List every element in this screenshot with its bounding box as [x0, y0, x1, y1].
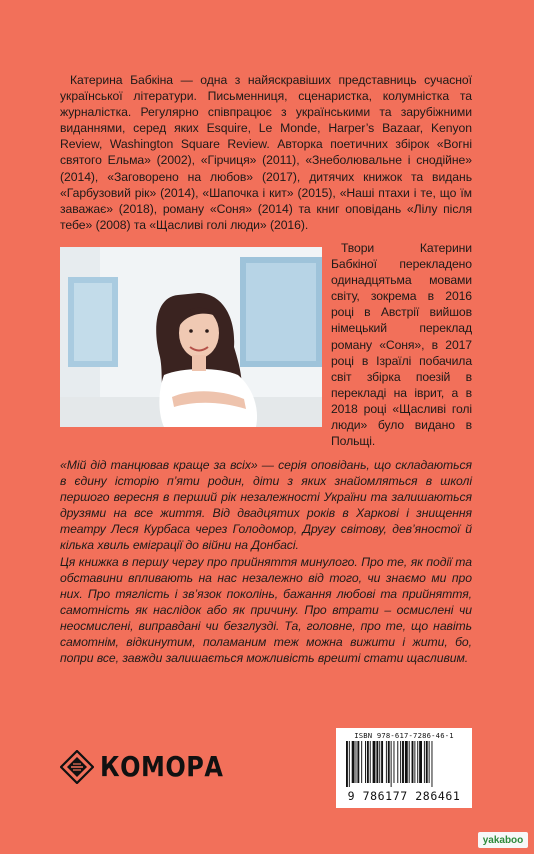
translations-text: Твори Катерини Бабкіної перекладено одинадцятьма мовами світу, зокрема в 2016 році в Австрії вийшов німецький переклад роману «Соня», в 2017 році в Ізраїлі побачила світ збірка поезій в перекладі на іврит, а в 2018 році «Щасливі голі люди» було видано в Польщі. [331, 241, 472, 449]
barcode-bar [357, 741, 359, 783]
barcode-bar [402, 741, 404, 783]
author-bio-text: Катерина Бабкіна — одна з найяскравіших представниць сучасної української літератури. Письменниця, сценаристка, колумністка та журналістка. Регулярно співпрацює з українськими та зарубіжними виданнями, серед яких Esquire, Le Monde, Harper’s Bazaar, Kenyon Review, Washington Square Review. Авторка поетичних збірок «Вогні святого Ельма» (2002), «Гірчиця» (2011), «Знеболювальне і снодійне» (2014), «Заговорено на любов» (2017), дитячих книжок та видань «Гарбузовий рік» (2014), «Шапочка і кит» (2015), «Наші птахи і те, що їм заважає» (2018), роману «Соня» (2014) та книг оповідань «Лілу після тебе» (2008) та «Щасливі голі люди» (2016). [60, 73, 472, 232]
barcode-bar [367, 741, 369, 783]
annotation-paragraph-2: Ця книжка в першу чергу про прийняття минулого. Про те, як події та обставини впливають на нас незалежно від того, чи знаємо ми про них. Про тяглість і зв’язок поколінь, бажання любові та прийняття, самотність як наслідок або як причину. Про втрати – осмислені чи неосмислені, виправдані чи безглузді. Та, головне, про те, що навіть самотнім, відкинутим, поламаним теж можна вижити і жити, бо, попри все, завжди залишається можливість врешті стати щасливим. [60, 554, 472, 666]
barcode-bar [391, 741, 392, 787]
barcode-bars [344, 741, 464, 787]
isbn-label: ISBN 978-617-7286-46-1 [354, 731, 454, 740]
barcode-bar [426, 741, 428, 783]
yakaboo-watermark [478, 832, 528, 848]
book-annotation [60, 457, 472, 666]
barcode-bar [376, 741, 378, 783]
ean-number: 9 786177 286461 [347, 789, 461, 803]
publisher-logo [60, 745, 225, 789]
barcode-bar [429, 741, 430, 783]
barcode-bar [373, 741, 376, 783]
publisher-emblem-icon [60, 750, 94, 784]
watermark-text: yakaboo [482, 834, 524, 846]
barcode-bar [379, 741, 380, 783]
barcode-bar [417, 741, 418, 783]
barcode-bar [370, 741, 371, 783]
barcode-bar [386, 741, 387, 783]
barcode-bar [356, 741, 357, 783]
barcode-bar [352, 741, 355, 783]
barcode-bar [424, 741, 425, 783]
barcode-bar [365, 741, 366, 783]
barcode-bar [414, 741, 415, 783]
barcode-bar [394, 741, 395, 783]
barcode-bar [405, 741, 408, 783]
author-photo [60, 247, 322, 427]
author-photo-image [60, 247, 322, 427]
barcode-bar [400, 741, 401, 783]
barcode-bar [409, 741, 410, 783]
barcode-bar [432, 741, 433, 787]
barcode-bar [397, 741, 398, 783]
barcode-bar [349, 741, 350, 787]
author-bio [60, 72, 472, 233]
barcode-bar [419, 741, 422, 783]
barcode-bar [381, 741, 383, 783]
barcode-bar [388, 741, 390, 783]
barcode-bar [412, 741, 414, 783]
isbn-barcode [336, 728, 472, 808]
barcode-bar [346, 741, 348, 787]
publisher-name: КОМОРА [100, 750, 224, 784]
barcode-bar [361, 741, 362, 783]
annotation-paragraph-1: «Мій дід танцював краще за всіх» — серія оповідань, що складаються в єдину історію п’яти родин, діти з яких знайомляться в школі першого вересня в перший рік незалежності України та залишаються друзями на все життя. Від двадцятих років в Харкові і знищення театру Леся Курбаса через Голодомор, Другу світову, дев’яностої й кілька хвиль еміграції до війни на Донбасі. [60, 458, 472, 553]
translations-note [331, 240, 472, 449]
